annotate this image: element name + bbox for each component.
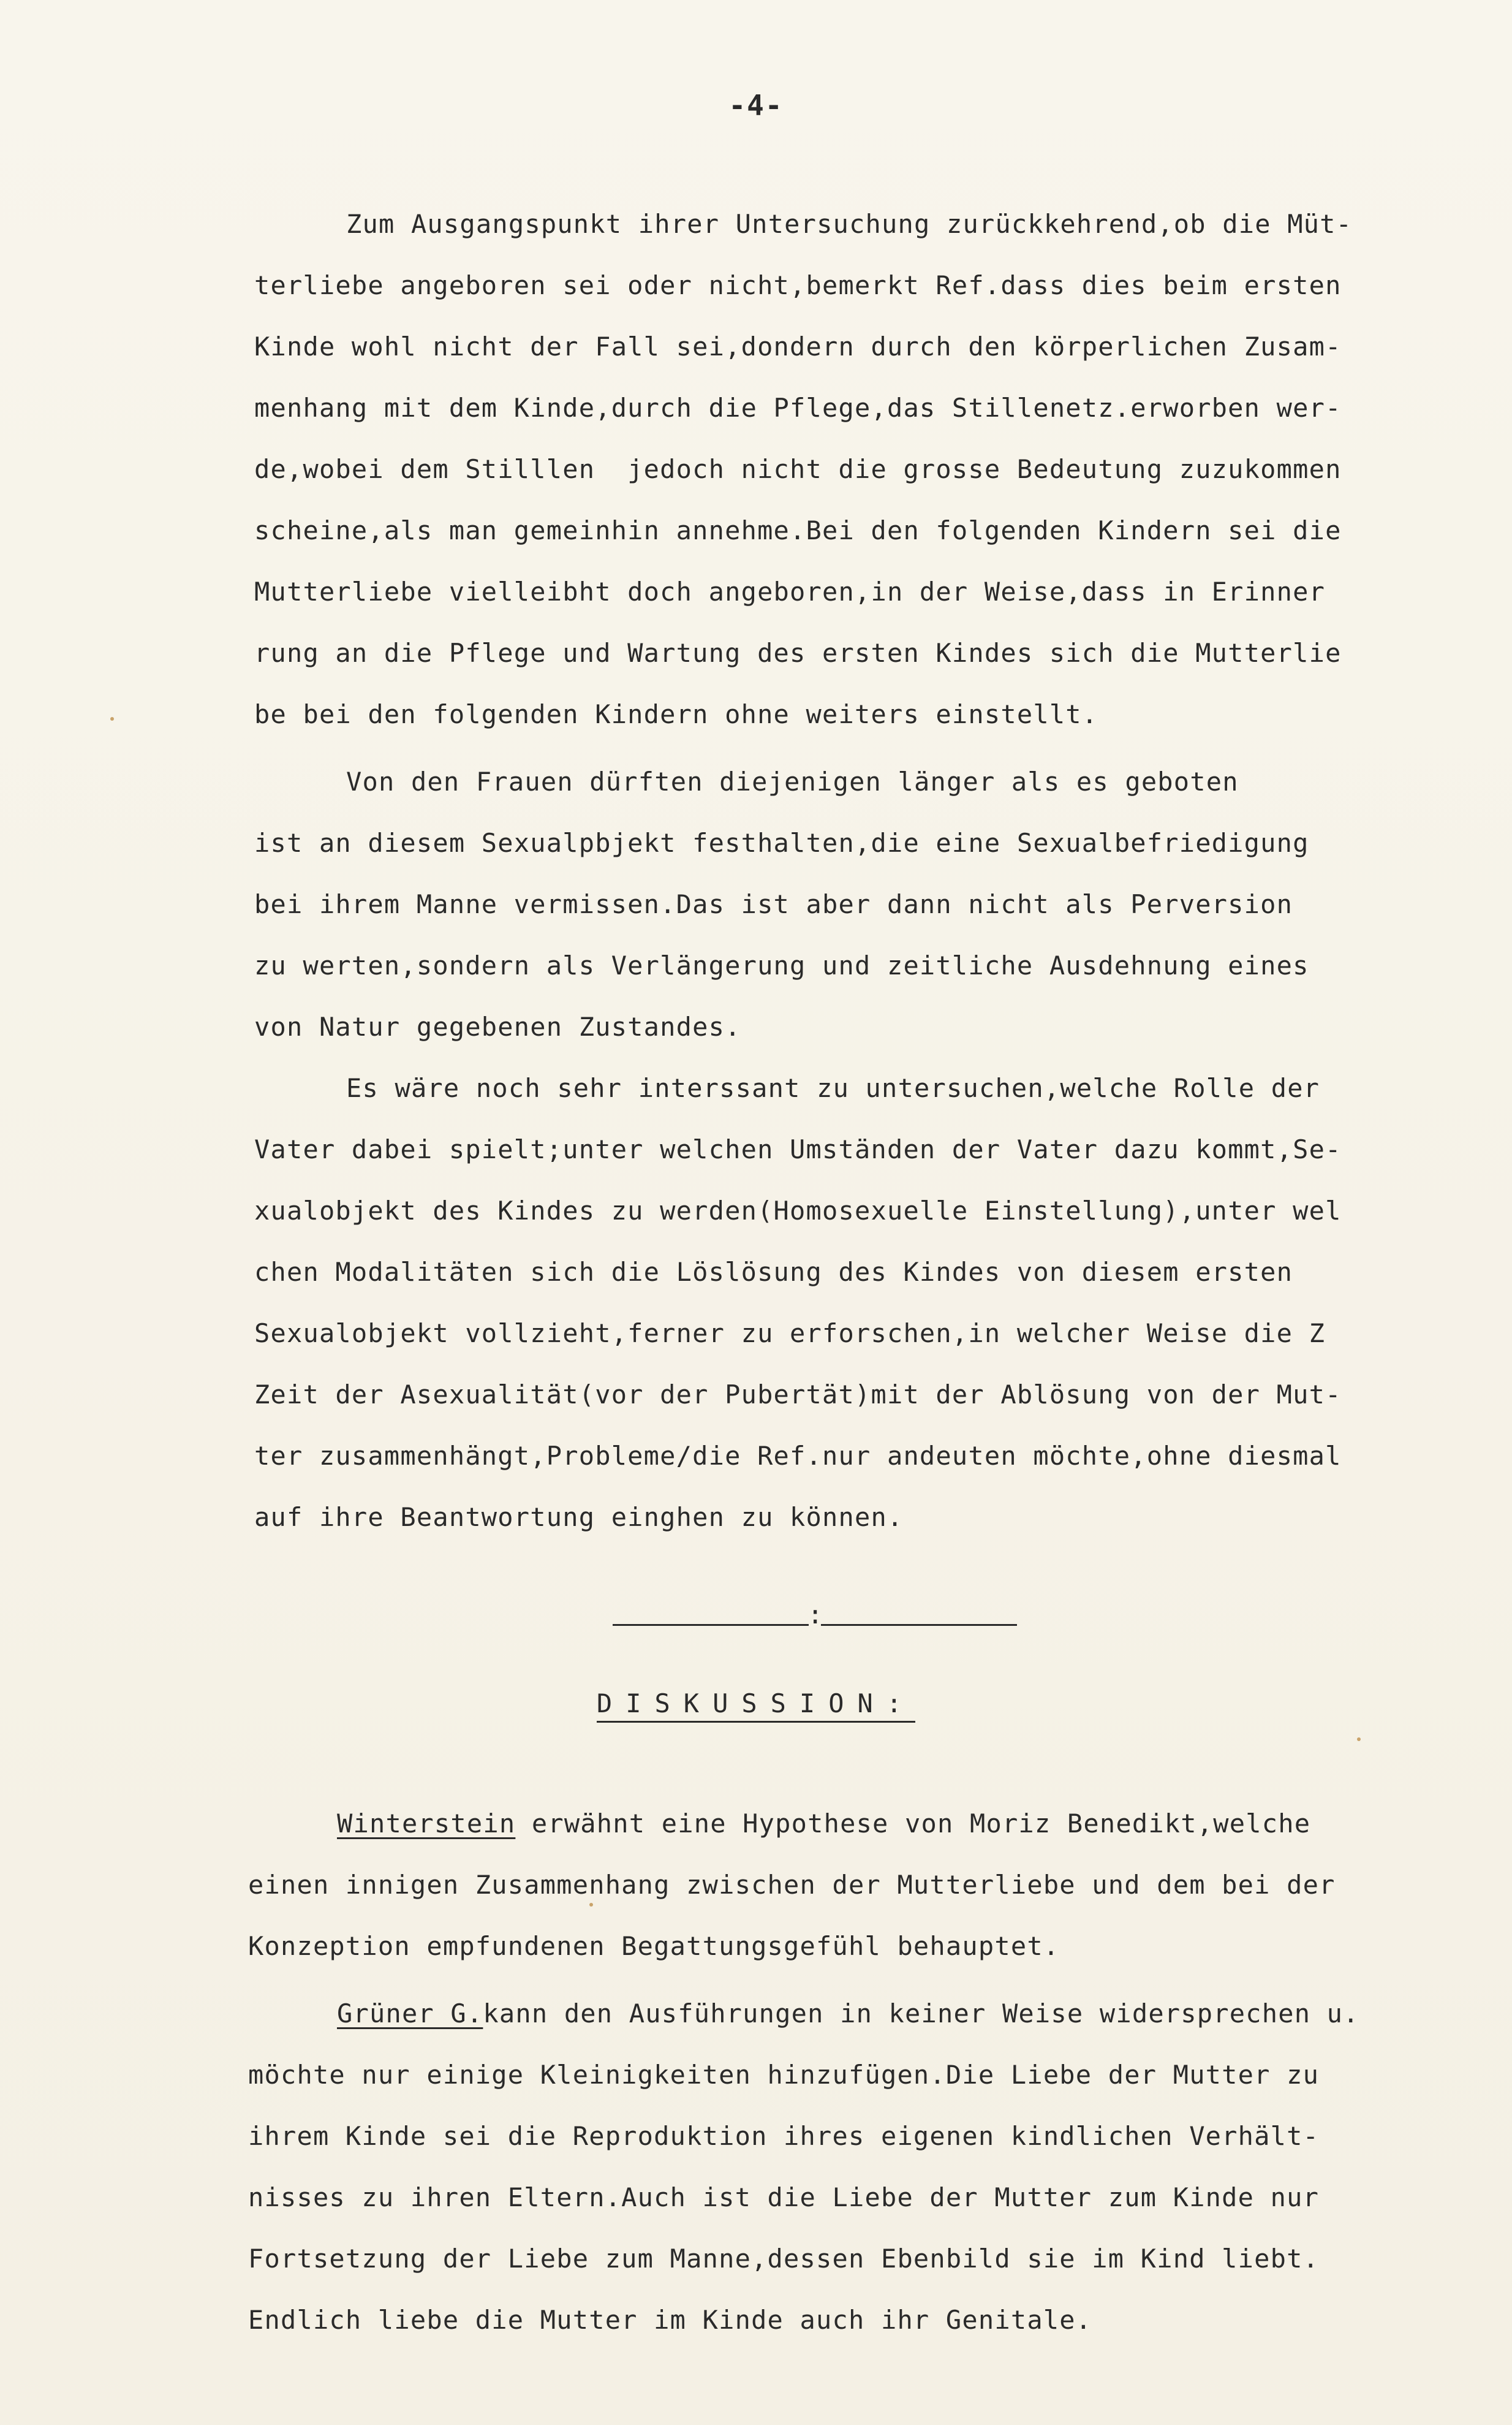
text-line: chen Modalitäten sich die Löslösung des Kindes von diesem ersten	[254, 1257, 1293, 1287]
text-line: ihrem Kinde sei die Reproduktion ihres eigenen kindlichen Verhält-	[248, 2121, 1320, 2151]
paper-speck	[589, 1903, 593, 1907]
separator-line-right	[821, 1624, 1017, 1626]
text-line: Zeit der Asexualität(vor der Pubertät)mit der Ablösung von der Mut-	[254, 1379, 1342, 1410]
text-line: rung an die Pflege und Wartung des ersten Kindes sich die Mutterlie	[254, 638, 1342, 668]
text-line: Konzeption empfundenen Begattungsgefühl behauptet.	[248, 1931, 1060, 1961]
text-line: Es wäre noch sehr interssant zu untersuchen,welche Rolle der	[346, 1073, 1320, 1103]
text-line: zu werten,sondern als Verlängerung und zeitliche Ausdehnung eines	[254, 951, 1309, 981]
text-line: ter zusammenhängt,Probleme/die Ref.nur andeuten möchte,ohne diesmal	[254, 1441, 1342, 1471]
text-fragment: kann den Ausführungen in keiner Weise widersprechen u.	[483, 1998, 1359, 2028]
text-line	[337, 1998, 1359, 2028]
text-line: Mutterliebe vielleibht doch angeboren,in der Weise,dass in Erinner	[254, 577, 1326, 607]
text-line: einen innigen Zusammenhang zwischen der Mutterliebe und dem bei der	[248, 1870, 1336, 1900]
text-line: nisses zu ihren Eltern.Auch ist die Liebe der Mutter zum Kinde nur	[248, 2182, 1320, 2212]
text-line: auf ihre Beantwortung einghen zu können.	[254, 1502, 904, 1532]
text-line: Fortsetzung der Liebe zum Manne,dessen Ebenbild sie im Kind liebt.	[248, 2244, 1320, 2274]
text-line: bei ihrem Manne vermissen.Das ist aber dann nicht als Perversion	[254, 889, 1293, 919]
text-line: de,wobei dem Stilllen jedoch nicht die grosse Bedeutung zuzukommen	[254, 454, 1342, 484]
text-fragment: erwähnt eine Hypothese von Moriz Benedikt,welche	[515, 1808, 1311, 1839]
text-line	[337, 1808, 1311, 1839]
text-line: möchte nur einige Kleinigkeiten hinzufügen.Die Liebe der Mutter zu	[248, 2060, 1320, 2090]
text-line: ist an diesem Sexualpbjekt festhalten,die eine Sexualbefriedigung	[254, 828, 1309, 858]
separator-line-left	[613, 1624, 809, 1626]
discussion-heading	[0, 1688, 1512, 1718]
text-line: Von den Frauen dürften diejenigen länger als es geboten	[346, 767, 1239, 797]
text-line: von Natur gegebenen Zustandes.	[254, 1012, 741, 1042]
speaker-name: Grüner G.	[337, 1998, 483, 2028]
text-line: be bei den folgenden Kindern ohne weiters einstellt.	[254, 699, 1098, 729]
page-number: -4-	[728, 89, 784, 122]
paper-speck	[1357, 1737, 1361, 1741]
text-line: Endlich liebe die Mutter im Kinde auch ihr Genitale.	[248, 2305, 1092, 2335]
text-line: xualobjekt des Kindes zu werden(Homosexuelle Einstellung),unter wel	[254, 1196, 1342, 1226]
text-line: scheine,als man gemeinhin annehme.Bei den folgenden Kindern sei die	[254, 515, 1342, 545]
paper-speck	[110, 717, 114, 721]
speaker-name: Winterstein	[337, 1808, 516, 1839]
separator-colon: :	[807, 1600, 823, 1630]
text-line: Sexualobjekt vollzieht,ferner zu erforschen,in welcher Weise die Z	[254, 1318, 1326, 1348]
text-line: menhang mit dem Kinde,durch die Pflege,das Stillenetz.erworben wer-	[254, 393, 1342, 423]
text-line: terliebe angeboren sei oder nicht,bemerkt Ref.dass dies beim ersten	[254, 270, 1342, 300]
text-line: Vater dabei spielt;unter welchen Umständen der Vater dazu kommt,Se-	[254, 1134, 1342, 1164]
text-line: Zum Ausgangspunkt ihrer Untersuchung zurückkehrend,ob die Müt-	[346, 209, 1353, 239]
discussion-heading-text: DISKUSSION:	[597, 1688, 915, 1723]
text-line: Kinde wohl nicht der Fall sei,dondern durch den körperlichen Zusam-	[254, 332, 1342, 362]
